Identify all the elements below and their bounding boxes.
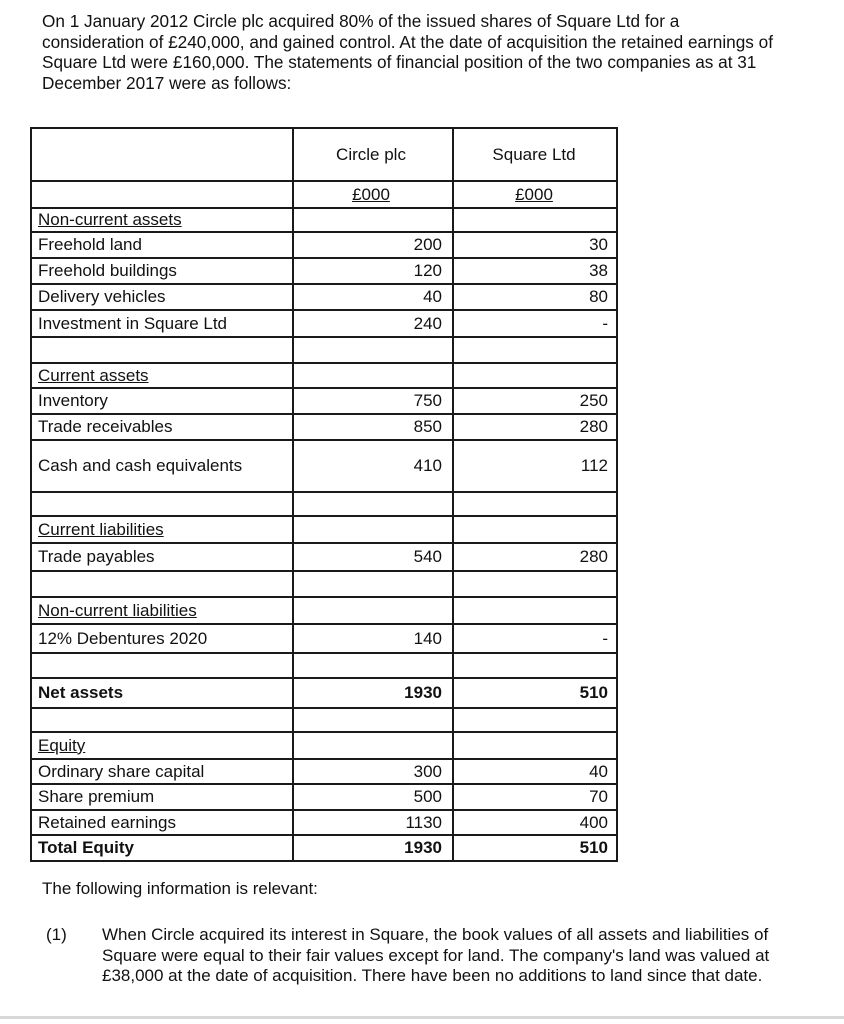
table-row bbox=[31, 258, 617, 284]
row-label: 12% Debentures 2020 bbox=[31, 624, 293, 653]
col-head-circle: Circle plc bbox=[293, 128, 453, 181]
circle-value: 540 bbox=[293, 543, 453, 571]
square-value: - bbox=[453, 624, 617, 653]
section-title-row bbox=[31, 208, 617, 232]
circle-value: 40 bbox=[293, 284, 453, 310]
currency-circle: £000 bbox=[352, 184, 390, 204]
intro-paragraph: On 1 January 2012 Circle plc acquired 80% of the issued shares of Square Ltd for a consideration of £240,000, and gained control. At the date of acquisition the retained earnings of Square Ltd were £160,000. The statements of financial position of the two companies as at 31 December 2017 were as follows: bbox=[42, 11, 773, 93]
circle-value: 120 bbox=[293, 258, 453, 284]
row-label: Inventory bbox=[31, 388, 293, 414]
eq-title: Equity bbox=[38, 735, 86, 755]
square-value: 70 bbox=[453, 784, 617, 810]
square-value: 280 bbox=[453, 414, 617, 440]
table-row bbox=[31, 543, 617, 571]
section-title-row bbox=[31, 516, 617, 543]
square-value: 40 bbox=[453, 759, 617, 784]
row-label: Net assets bbox=[31, 678, 293, 708]
section-title-row bbox=[31, 732, 617, 759]
circle-value: 200 bbox=[293, 232, 453, 258]
ca-title: Current assets bbox=[38, 365, 149, 385]
nca-title: Non-current assets bbox=[38, 210, 182, 229]
square-value: - bbox=[453, 310, 617, 337]
note-text: When Circle acquired its interest in Square, the book values of all assets and liabilities of Square were equal to their fair values except for land. The company's land was valued at £38,000 at the date of acquisition. There have been no additions to land since that date. bbox=[102, 925, 770, 985]
spacer-row bbox=[31, 708, 617, 732]
square-value: 80 bbox=[453, 284, 617, 310]
circle-value: 850 bbox=[293, 414, 453, 440]
square-value: 510 bbox=[453, 678, 617, 708]
circle-value: 500 bbox=[293, 784, 453, 810]
row-label: Trade receivables bbox=[31, 414, 293, 440]
row-label: Cash and cash equivalents bbox=[31, 440, 293, 492]
spacer-row bbox=[31, 571, 617, 597]
table-row bbox=[31, 284, 617, 310]
section-title-row bbox=[31, 363, 617, 388]
circle-value: 300 bbox=[293, 759, 453, 784]
square-value: 30 bbox=[453, 232, 617, 258]
currency-square: £000 bbox=[515, 184, 553, 204]
table-row bbox=[31, 784, 617, 810]
row-label: Freehold land bbox=[31, 232, 293, 258]
row-label: Retained earnings bbox=[31, 810, 293, 835]
note-number: (1) bbox=[46, 925, 67, 944]
table-header-row bbox=[31, 128, 617, 181]
cl-title: Current liabilities bbox=[38, 519, 164, 539]
row-label: Investment in Square Ltd bbox=[31, 310, 293, 337]
section-title-row bbox=[31, 597, 617, 624]
info-heading: The following information is relevant: bbox=[42, 879, 318, 898]
row-label: Freehold buildings bbox=[31, 258, 293, 284]
square-value: 112 bbox=[453, 440, 617, 492]
table-row bbox=[31, 310, 617, 337]
spacer-row bbox=[31, 492, 617, 516]
financial-position-table bbox=[30, 127, 618, 862]
circle-value: 410 bbox=[293, 440, 453, 492]
circle-value: 750 bbox=[293, 388, 453, 414]
row-label: Delivery vehicles bbox=[31, 284, 293, 310]
table-row bbox=[31, 440, 617, 492]
currency-row bbox=[31, 181, 617, 208]
table-row bbox=[31, 624, 617, 653]
circle-value: 1930 bbox=[293, 678, 453, 708]
circle-value: 140 bbox=[293, 624, 453, 653]
row-label: Ordinary share capital bbox=[31, 759, 293, 784]
row-label: Trade payables bbox=[31, 543, 293, 571]
col-head-square: Square Ltd bbox=[492, 144, 576, 164]
square-value: 510 bbox=[453, 835, 617, 861]
square-value: 400 bbox=[453, 810, 617, 835]
net-assets-row bbox=[31, 678, 617, 708]
circle-value: 1130 bbox=[293, 810, 453, 835]
total-equity-row bbox=[31, 835, 617, 861]
square-value: 38 bbox=[453, 258, 617, 284]
circle-value: 1930 bbox=[293, 835, 453, 861]
table-row bbox=[31, 388, 617, 414]
spacer-row bbox=[31, 653, 617, 678]
row-label: Total Equity bbox=[31, 835, 293, 861]
table-row bbox=[31, 414, 617, 440]
square-value: 250 bbox=[453, 388, 617, 414]
ncl-title: Non-current liabilities bbox=[38, 600, 197, 620]
table-row bbox=[31, 759, 617, 784]
page-bottom-rule bbox=[0, 1016, 844, 1019]
row-label: Share premium bbox=[31, 784, 293, 810]
square-value: 280 bbox=[453, 543, 617, 571]
table-row bbox=[31, 232, 617, 258]
circle-value: 240 bbox=[293, 310, 453, 337]
spacer-row bbox=[31, 337, 617, 363]
table-row bbox=[31, 810, 617, 835]
